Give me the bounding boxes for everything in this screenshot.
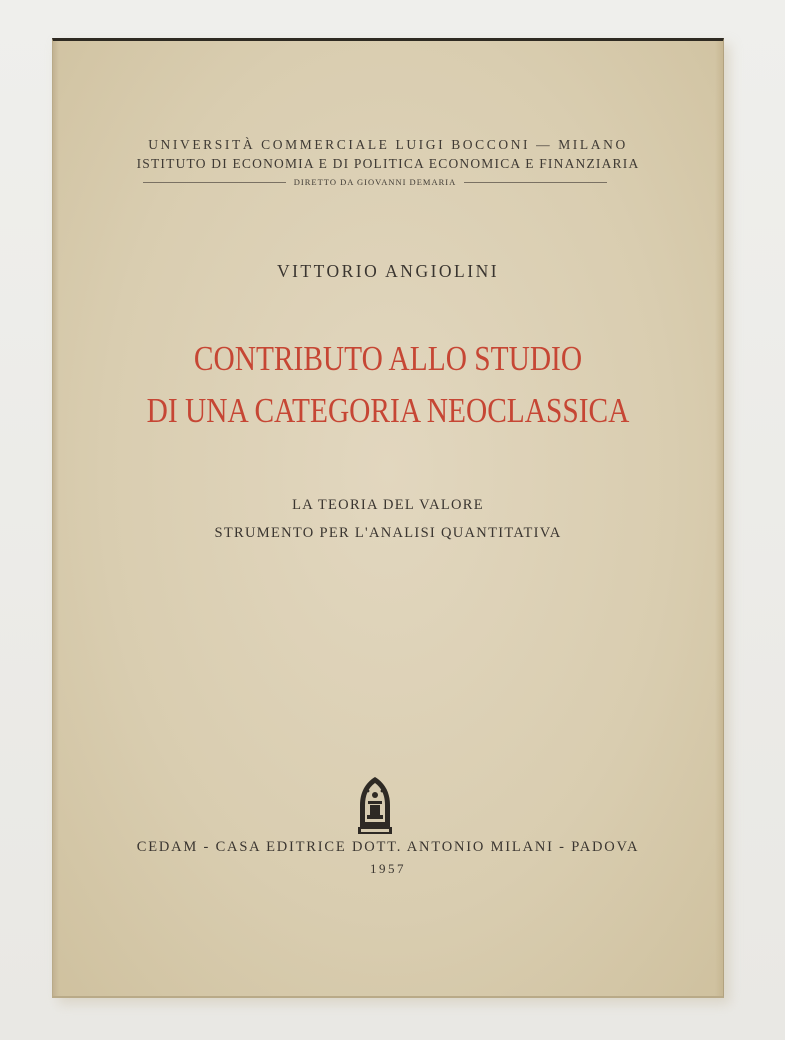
director-line: DIRETTO DA GIOVANNI DEMARIA: [293, 177, 457, 187]
title-line-2: DI UNA CATEGORIA NEOCLASSICA: [146, 391, 630, 430]
publication-year: 1957: [370, 861, 406, 876]
title-line-1: CONTRIBUTO ALLO STUDIO: [193, 339, 583, 378]
subtitle-line-1: LA TEORIA DEL VALORE: [292, 497, 484, 513]
subtitle-line-2: STRUMENTO PER L'ANALISI QUANTITATIVA: [214, 525, 562, 541]
publisher-emblem-icon: [355, 775, 395, 837]
author-name: VITTORIO ANGIOLINI: [276, 261, 500, 281]
director-row: [143, 175, 607, 189]
publisher-line: CEDAM - CASA EDITRICE DOTT. ANTONIO MILANI - PADOVA: [136, 839, 640, 855]
institution-line-1: UNIVERSITÀ COMMERCIALE LUIGI BOCCONI — MILANO: [148, 137, 628, 152]
director-rule-right: [464, 182, 607, 183]
director-rule-left: [143, 182, 286, 183]
institution-line-2: ISTITUTO DI ECONOMIA E DI POLITICA ECONOMICA E FINANZIARIA: [136, 156, 640, 171]
book-cover: [52, 38, 724, 998]
